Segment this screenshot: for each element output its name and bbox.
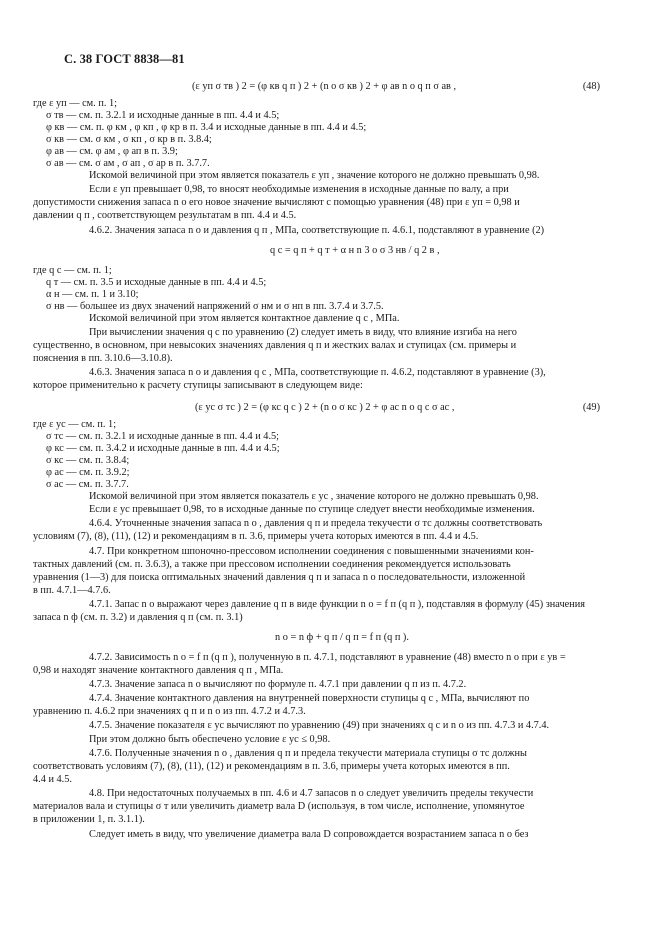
- text-line: q т — см. п. 3.5 и исходные данные в пп. 4.4 и 4.5;: [46, 277, 267, 288]
- text-line: допустимости снижения запаса n о его новое значение вычисляют с помощью уравнения (48) при ε уп = 0,98 и: [33, 197, 520, 208]
- text-line: 4.8. При недостаточных получаемых в пп. 4.6 и 4.7 запасов n о следует увеличить пределы текучести: [89, 788, 534, 799]
- text-line: σ тв — см. п. 3.2.1 и исходные данные в пп. 4.4 и 4.5;: [46, 110, 280, 121]
- text-line: уравнения (1—3) для поиска оптимальных значений давления q п и запаса n о последовательности, изложенной: [33, 572, 526, 583]
- text-line: 0,98 и находят значение контактного давления q п , МПа.: [33, 665, 284, 676]
- text-line: φ ав — см. φ ам , φ ап в п. 3.9;: [46, 146, 178, 157]
- text-line: Искомой величиной при этом является показатель ε уп , значение которого не должно превышать 0,98.: [89, 170, 540, 181]
- text-line: в приложении 1, п. 3.1.1).: [33, 814, 145, 825]
- text-line: 4.6.2. Значения запаса n о и давления q п , МПа, соответствующие п. 4.6.1, подставляют в уравнение (2): [89, 225, 545, 236]
- text-line: 4.7.3. Значение запаса n о вычисляют по формуле п. 4.7.1 при давлении q п из п. 4.7.2.: [89, 679, 467, 690]
- text-line: 4.7.1. Запас n о выражают через давление q п в виде функции n о = f п (q п ), подставляя в формулу (45) значения: [89, 599, 585, 610]
- text-line: запаса n ф (см. п. 3.2) и давления q п (см. п. 3.1): [33, 612, 243, 623]
- text-line: существенно, в основном, при невысоких значениях давления q п и жестких валах и ступицах (см. примеры и: [33, 340, 517, 351]
- text-line: условиям (7), (8), (11), (12) и рекомендациям в п. 3.6, примеры учета которых имеются в пп. 4.4 и 4.5.: [33, 531, 479, 542]
- text-line: Если ε уп превышает 0,98, то вносят необходимые изменения в исходные данные по валу, а при: [89, 184, 509, 195]
- text-line: материалов вала и ступицы σ т или увеличить диаметр вала D (используя, в том числе, исполнение, упомянутое: [33, 801, 525, 812]
- text-line: σ кв — см. σ км , σ кп , σ кр в п. 3.8.4;: [46, 134, 212, 145]
- text-line: φ кс — см. п. 3.4.2 и исходные данные в пп. 4.4 и 4.5;: [46, 443, 280, 454]
- text-line: в пп. 4.7.1—4.7.6.: [33, 585, 111, 596]
- text-line: пояснения в пп. 3.10.6—3.10.8).: [33, 353, 173, 364]
- text-line: Если ε ус превышает 0,98, то в исходные данные по ступице следует внести необходимые изменения.: [89, 504, 535, 515]
- text-line: При вычислении значения q с по уравнению (2) следует иметь в виду, что влияние изгиба на него: [89, 327, 517, 338]
- text-line: 4.6.3. Значения запаса n о и давления q с , МПа, соответствующие п. 4.6.2, подставляют в уравнение (3),: [89, 367, 546, 378]
- text-line: где ε ус — см. п. 1;: [33, 419, 117, 430]
- text-line: σ нв — большее из двух значений напряжений σ нм и σ нп в пп. 3.7.4 и 3.7.5.: [46, 301, 384, 312]
- equation-number-49: (49): [582, 402, 600, 413]
- text-line: где ε уп — см. п. 1;: [33, 98, 117, 109]
- page-header: С. 38 ГОСТ 8838—81: [64, 52, 185, 66]
- text-line: Следует иметь в виду, что увеличение диаметра вала D сопровождается возрастанием запаса n о без: [89, 829, 529, 840]
- text-line: 4.4 и 4.5.: [33, 774, 72, 785]
- text-line: При этом должно быть обеспечено условие ε ус ≤ 0,98.: [89, 734, 331, 745]
- text-line: 4.7.4. Значение контактного давления на внутренней поверхности ступицы q с , МПа, вычисляют по: [89, 693, 530, 704]
- text-line: Искомой величиной при этом является показатель ε ус , значение которого не должно превышать 0,98.: [89, 491, 539, 502]
- text-line: уравнению п. 4.6.2 при значениях q п и n о из пп. 4.7.2 и 4.7.3.: [33, 706, 306, 717]
- text-line: которое применительно к расчету ступицы записывают в следующем виде:: [33, 380, 363, 391]
- equation-n0: n о = n ф + q п / q п = f п (q п ).: [275, 632, 409, 643]
- text-line: σ тс — см. п. 3.2.1 и исходные данные в пп. 4.4 и 4.5;: [46, 431, 280, 442]
- text-line: тактных давлений (см. п. 3.6.3), а также при прессовом исполнении соединения рекомендуется использовать: [33, 559, 511, 570]
- text-line: соответствовать условиям (7), (8), (11), (12) и рекомендациям в п. 3.6, примеры учета которых имеются в пп.: [33, 761, 510, 772]
- text-line: давлении q п , соответствующем результатам в пп. 4.4 и 4.5.: [33, 210, 297, 221]
- text-line: φ ас — см. п. 3.9.2;: [46, 467, 130, 478]
- text-line: 4.7.5. Значение показателя ε ус вычисляют по уравнению (49) при значениях q с и n о из пп. 4.7.3 и 4.7.4.: [89, 720, 550, 731]
- equation-2: q с = q п + q т + α н n 3 о σ 3 нв / q 2 в ,: [270, 245, 440, 256]
- text-line: φ кв — см. п. φ км , φ кп , φ кр в п. 3.4 и исходные данные в пп. 4.4 и 4.5;: [46, 122, 367, 133]
- text-line: σ ас — см. п. 3.7.7.: [46, 479, 129, 490]
- text-line: σ ав — см. σ ам , σ ап , σ ар в п. 3.7.7.: [46, 158, 210, 169]
- equation-number-48: (48): [582, 81, 600, 92]
- text-line: 4.7. При конкретном шпоночно-прессовом исполнении соединения с повышенными значениями кон-: [89, 546, 534, 557]
- text-line: α н — см. п. 1 и 3.10;: [46, 289, 139, 300]
- equation-49: (ε ус σ тс ) 2 = (φ кс q с ) 2 + (n о σ кс ) 2 + φ ас n о q с σ ас ,: [195, 402, 455, 413]
- text-line: 4.6.4. Уточненные значения запаса n о , давления q п и предела текучести σ тс должны соответствовать: [89, 518, 543, 529]
- text-line: 4.7.6. Полученные значения n о , давления q п и предела текучести материала ступицы σ тс должны: [89, 748, 527, 759]
- text-line: Искомой величиной при этом является контактное давление q с , МПа.: [89, 313, 400, 324]
- text-line: σ кс — см. п. 3.8.4;: [46, 455, 130, 466]
- text-line: где q с — см. п. 1;: [33, 265, 112, 276]
- equation-48: (ε уп σ тв ) 2 = (φ кв q п ) 2 + (n о σ кв ) 2 + φ ав n о q п σ ав ,: [192, 81, 457, 92]
- text-line: 4.7.2. Зависимость n о = f п (q п ), полученную в п. 4.7.1, подставляют в уравнение (48) вместо n о при ε ув =: [89, 652, 566, 663]
